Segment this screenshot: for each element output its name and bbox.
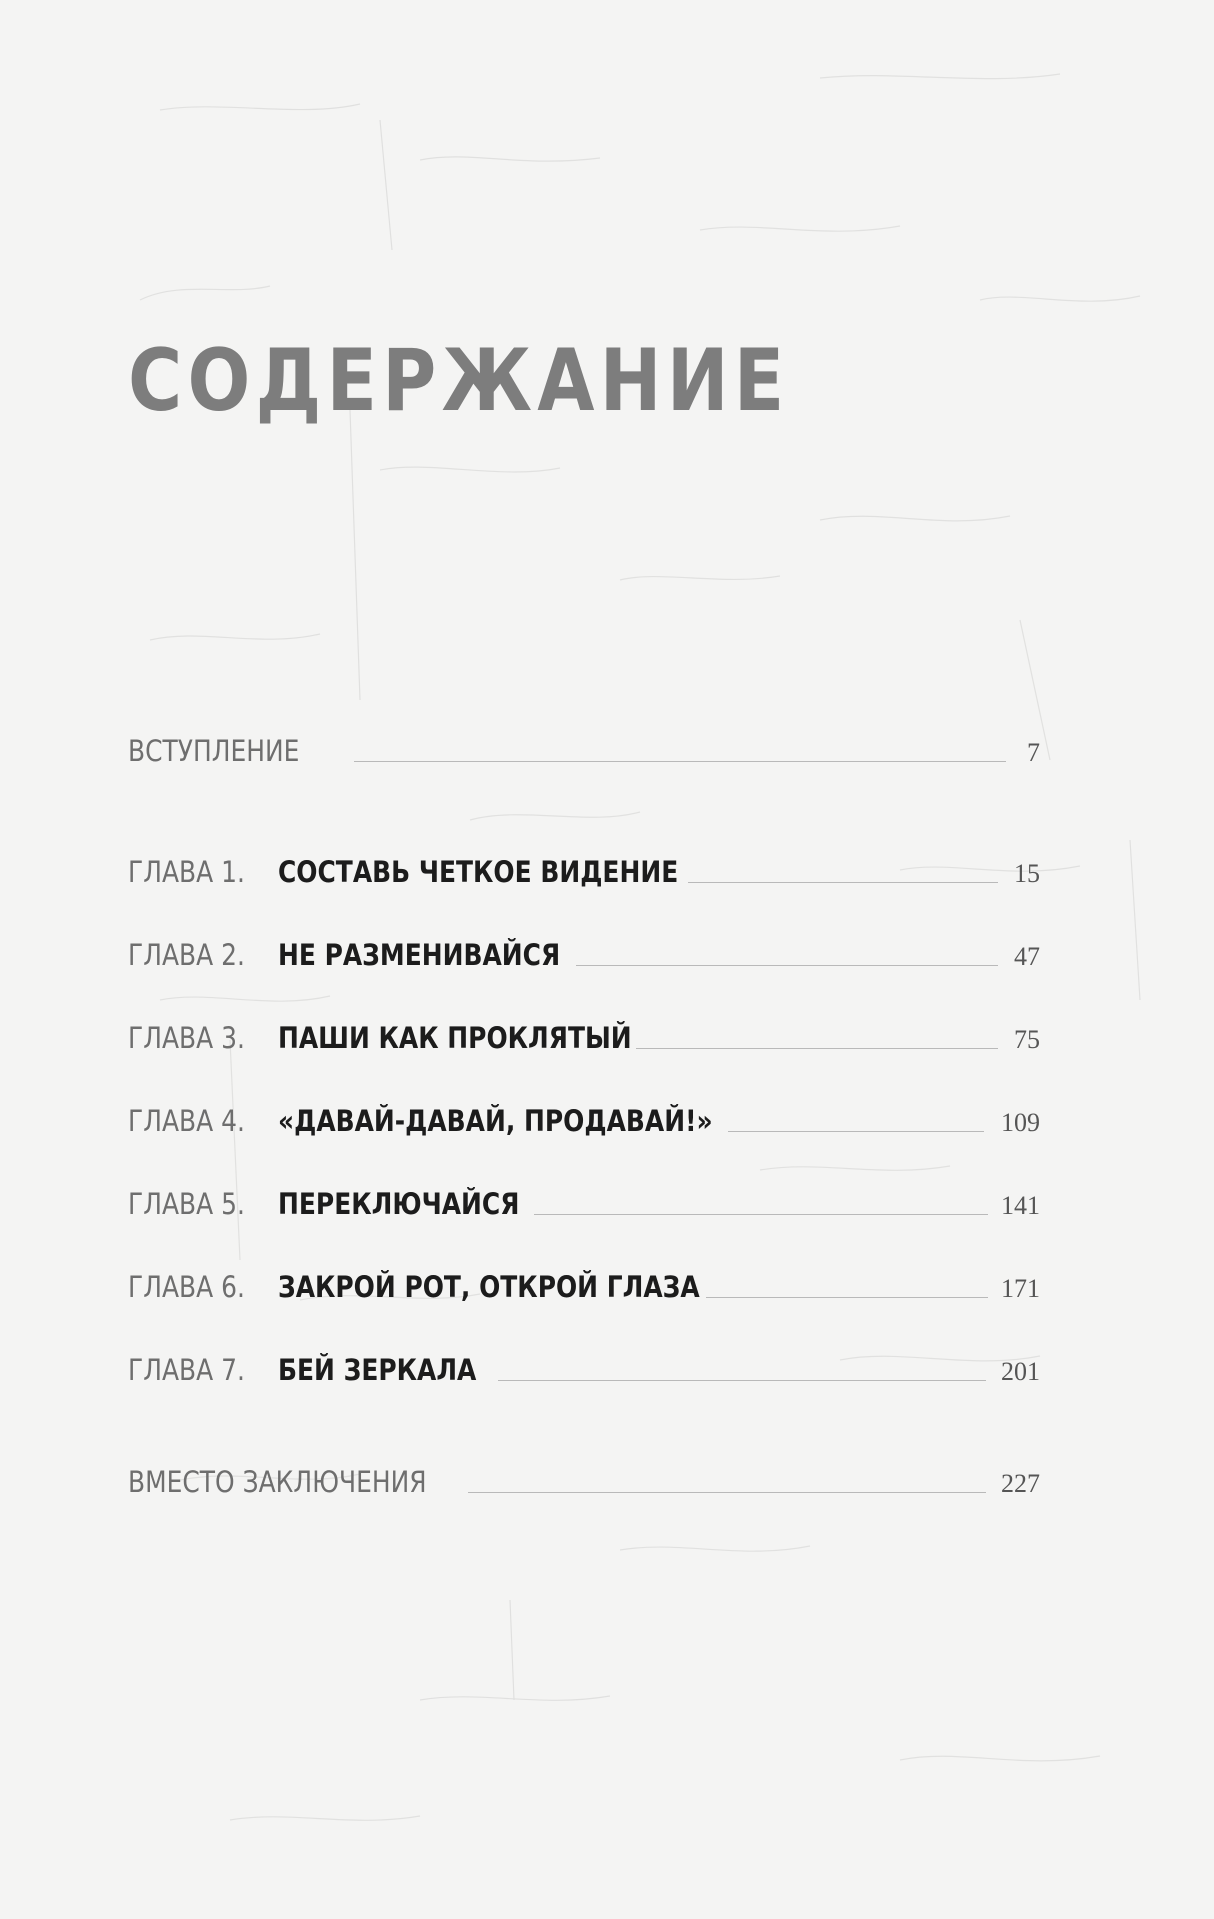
dotted-leader — [636, 1048, 998, 1049]
toc-page-number: 75 — [1014, 1025, 1040, 1054]
toc-entry-chapter-5[interactable] — [128, 1179, 1040, 1219]
dotted-leader — [688, 882, 998, 883]
toc-entry-chapter-4[interactable] — [128, 1096, 1040, 1136]
toc-page-number: 171 — [1001, 1274, 1040, 1303]
chapter-title: ПАШИ КАК ПРОКЛЯТЫЙ — [278, 1021, 632, 1055]
toc-page-number: 15 — [1014, 859, 1040, 888]
dotted-leader — [498, 1380, 986, 1381]
chapter-label: ГЛАВА 5. — [128, 1187, 245, 1221]
toc-entry-chapter-3[interactable] — [128, 1013, 1040, 1053]
toc-page-number: 7 — [1027, 738, 1040, 767]
toc-entry-title: ВСТУПЛЕНИЕ — [128, 734, 300, 768]
toc-entry-chapter-6[interactable] — [128, 1262, 1040, 1302]
chapter-title: ПЕРЕКЛЮЧАЙСЯ — [278, 1187, 520, 1221]
dotted-leader — [534, 1214, 988, 1215]
page-title: СОДЕРЖАНИЕ — [128, 331, 790, 431]
chapter-title: БЕЙ ЗЕРКАЛА — [278, 1353, 477, 1387]
chapter-title: НЕ РАЗМЕНИВАЙСЯ — [278, 938, 561, 972]
toc-entry-outro[interactable] — [128, 1457, 1040, 1497]
chapter-label: ГЛАВА 3. — [128, 1021, 245, 1055]
toc-entry-chapter-2[interactable] — [128, 930, 1040, 970]
dotted-leader — [706, 1297, 988, 1298]
chapter-label: ГЛАВА 2. — [128, 938, 245, 972]
toc-page-number: 141 — [1001, 1191, 1040, 1220]
toc-entry-chapter-7[interactable] — [128, 1345, 1040, 1385]
toc-page-number: 201 — [1001, 1357, 1040, 1386]
toc-page-number: 227 — [1001, 1469, 1040, 1498]
chapter-label: ГЛАВА 7. — [128, 1353, 245, 1387]
chapter-title: СОСТАВЬ ЧЕТКОЕ ВИДЕНИЕ — [278, 855, 679, 889]
chapter-title: ЗАКРОЙ РОТ, ОТКРОЙ ГЛАЗА — [278, 1270, 700, 1304]
toc-entry-title: ВМЕСТО ЗАКЛЮЧЕНИЯ — [128, 1465, 427, 1499]
chapter-title: «ДАВАЙ-ДАВАЙ, ПРОДАВАЙ!» — [278, 1104, 713, 1138]
dotted-leader — [576, 965, 998, 966]
dotted-leader — [728, 1131, 984, 1132]
toc-entry-chapter-1[interactable] — [128, 847, 1040, 887]
chapter-label: ГЛАВА 4. — [128, 1104, 245, 1138]
chapter-label: ГЛАВА 6. — [128, 1270, 245, 1304]
toc-page-number: 47 — [1014, 942, 1040, 971]
toc-page-number: 109 — [1001, 1108, 1040, 1137]
dotted-leader — [468, 1492, 986, 1493]
dotted-leader — [354, 761, 1006, 762]
chapter-label: ГЛАВА 1. — [128, 855, 245, 889]
toc-entry-intro[interactable] — [128, 726, 1040, 766]
